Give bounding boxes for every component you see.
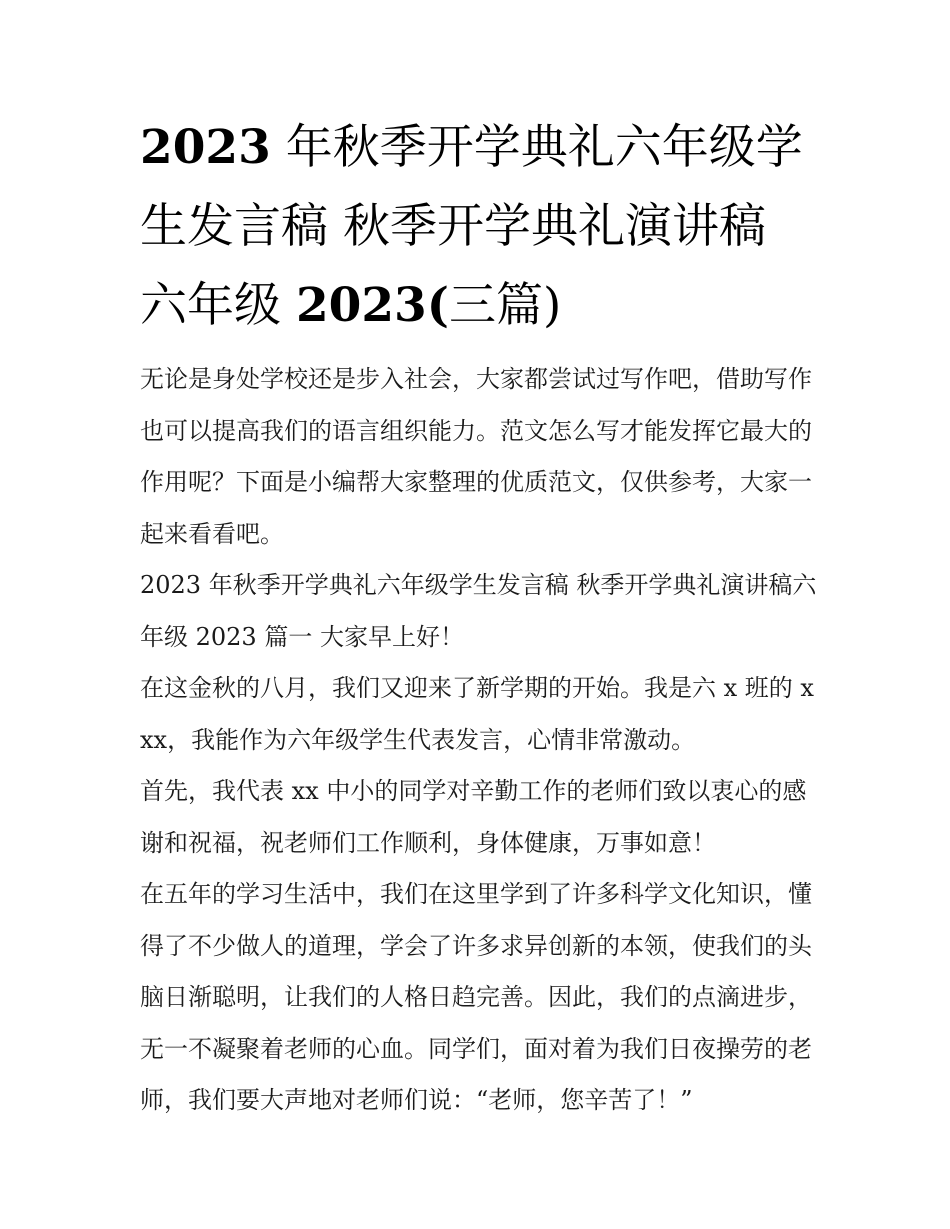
document-body xyxy=(140,354,820,1127)
section-heading-paragraph: 2023 年秋季开学典礼六年级学生发言稿 秋季开学典礼演讲稿六年级 2023 篇一 大家早上好！ xyxy=(140,571,817,651)
document-title xyxy=(140,108,820,345)
title-line2: 生发言稿 秋季开学典礼演讲稿 xyxy=(140,199,766,254)
title-year: 2023 xyxy=(140,120,271,175)
title-year-2: 2023( xyxy=(295,278,450,333)
title-line3-start: 六年级 xyxy=(140,278,281,333)
intro-paragraph: 无论是身处学校还是步入社会，大家都尝试过写作吧，借助写作也可以提高我们的语言组织能力。范文怎么写才能发挥它最大的作用呢？下面是小编帮大家整理的优质范文，仅供参考，大家一起来看看吧。 xyxy=(140,365,812,548)
body-paragraph: 首先，我代表 xx 中小的同学对辛勤工作的老师们致以衷心的感谢和祝福，祝老师们工作顺利，身体健康，万事如意！ xyxy=(140,777,807,857)
title-line1: 年秋季开学典礼六年级学 xyxy=(285,120,803,175)
title-line3-end: 三篇) xyxy=(449,278,562,333)
body-paragraph: 在这金秋的八月，我们又迎来了新学期的开始。我是六 x 班的 xxx，我能作为六年级学生代表发言，心情非常激动。 xyxy=(140,674,814,754)
body-paragraph: 在五年的学习生活中，我们在这里学到了许多科学文化知识，懂得了不少做人的道理，学会了许多求异创新的本领，使我们的头脑日渐聪明，让我们的人格日趋完善。因此，我们的点滴进步，无一不凝聚着老师的心血。同学们，面对着为我们日夜操劳的老师，我们要大声地对老师们说：“老师，您辛苦了！” xyxy=(140,880,812,1114)
